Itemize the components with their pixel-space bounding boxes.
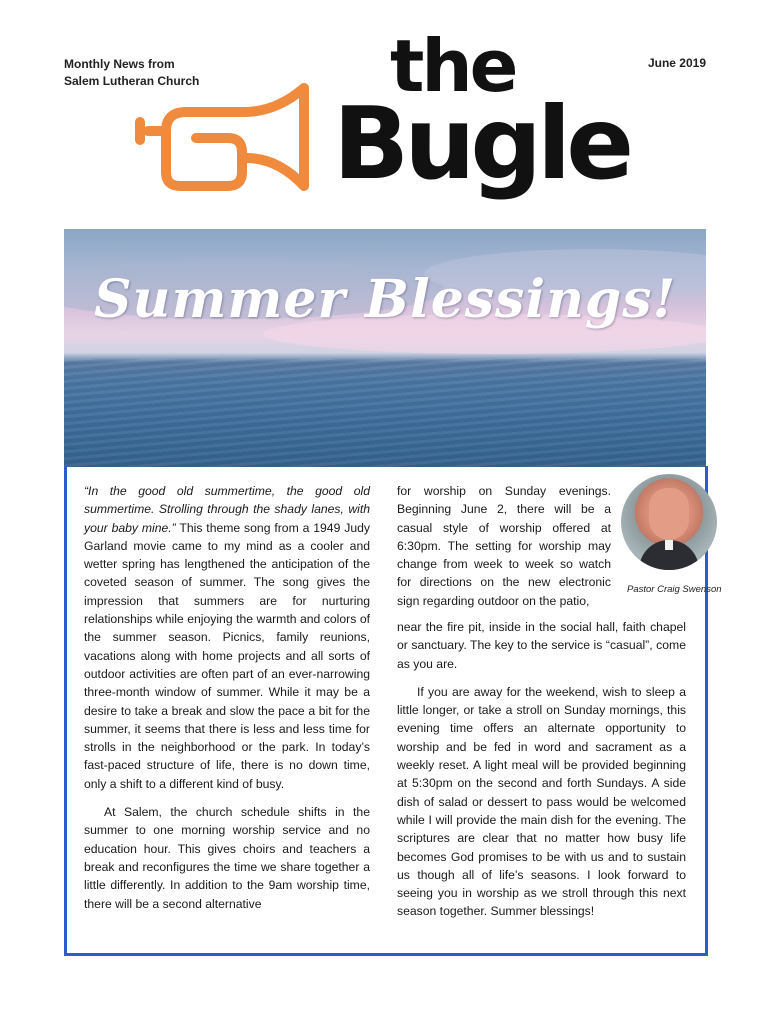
lake-water (64, 359, 706, 467)
article-paragraph: At Salem, the church schedule shifts in the summer to one morning worship service and no education hour. This gives choirs and teachers a break and reconfigures the time we share together a little differently. In addition to the 9am worship time, there will be a second alternative (84, 805, 370, 911)
photo-caption: Pastor Craig Swenson (627, 584, 722, 595)
photo-face (649, 488, 689, 540)
photo-collar (665, 540, 673, 550)
hero-title: Summer Blessings! (94, 269, 677, 330)
issue-date: June 2019 (647, 56, 706, 70)
subtitle-line-2: Salem Lutheran Church (64, 74, 200, 88)
article-column-left (84, 482, 370, 913)
pastor-photo (621, 474, 717, 570)
logo-the: the (390, 24, 516, 108)
article-column-right-top (397, 482, 611, 610)
paragraph-text: This theme song from a 1949 Judy Garland movie came to my mind as a cooler and wetter spring has lengthened the anticipation of the coveted season of summer. The song gives the impression that summers are for nurturing relationships while enjoying the warmth and colors of the summer season. Picnics, family reunions, vacations along with home projects and all sorts of outdoor activities are often part of an ever-narrowing three-month window of summer. While it may be a desire to take a break and slow the pace a bit for the summer, it seems that there is less and less time for strolls in the neighborhood or the park. In today’s fast-paced structure of life, there is no down time, only a shift to a different kind of busy. (84, 520, 370, 791)
song-lyric: “In the good old summertime, the good old summertime. Strolling through the shady lanes, with your baby mine.” (84, 484, 370, 535)
article-column-right (397, 618, 686, 921)
article-paragraph (84, 482, 370, 793)
article-paragraph: for worship on Sunday evenings. Beginning June 2, there will be a casual style of worship offered at 6:30pm. The setting for worship may change from week to week so watch for directions on the new electronic sign regarding outdoor on the patio, (397, 484, 611, 608)
hero-banner (64, 229, 706, 467)
bugle-icon (126, 82, 316, 194)
article-paragraph: near the fire pit, inside in the social hall, faith chapel or sanctuary. The key to the service is “casual”, come as you are. (397, 620, 686, 671)
article-paragraph: If you are away for the weekend, wish to sleep a little longer, or take a stroll on Sunday mornings, this evening time offers an alternate opportunity to worship and be fed in word and sacrament as a weekly reset. A light meal will be provided beginning at 5:30pm on the second and forth Sundays. A side dish of salad or dessert to pass would be welcomed while I will provide the main dish for the evening. The scriptures are clear that no matter how busy life becomes God promises to be with us and to sustain us though all of life’s seasons. I look forward to seeing you in worship as we stroll through this next season together. Summer blessings! (397, 684, 686, 919)
subtitle-line-1: Monthly News from (64, 57, 175, 71)
logo-bugle: Bugle (333, 85, 630, 202)
